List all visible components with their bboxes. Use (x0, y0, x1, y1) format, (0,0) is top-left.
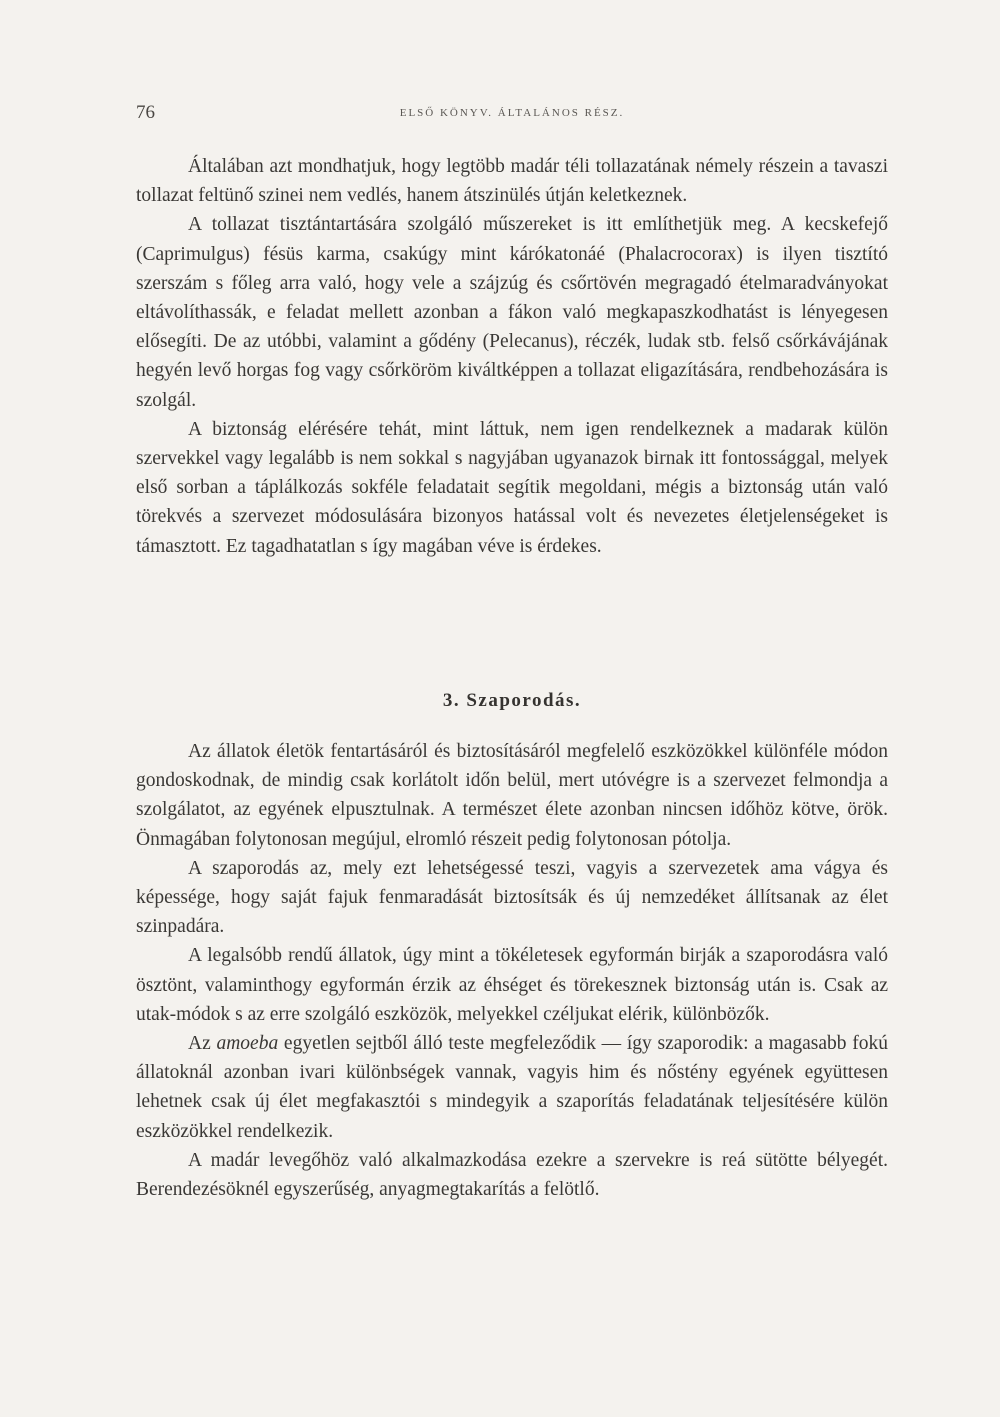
paragraph-amoeba (136, 1029, 888, 1146)
running-title: ELSŐ KÖNYV. ÁLTALÁNOS RÉSZ. (399, 107, 625, 119)
paragraph: A tollazat tisztántartására szolgáló műszereket is itt említhetjük meg. A kecskefejő (Caprimulgus) fésüs karma, csakúgy mint kárókatonáé (Phalacrocorax) is ilyen tisztító szerszám s főleg arra való, hogy vele a szájzúg és csőrtövén megragadó ételmaradványokat eltávolíthassák, e feladat mellett azonban a fákon való megkapaszkodhatást is lényegesen elősegíti. De az utóbbi, valamint a gődény (Pelecanus), réczék, ludak stb. felső csőrkávájának hegyén levő horgas fog vagy csőrköröm kiváltképpen a tollazat eligazítására, rendbehozására is szolgál. (136, 214, 888, 411)
running-head (136, 102, 888, 126)
paragraph: Általában azt mondhatjuk, hogy legtöbb madár téli tollazatának némely részein a tavaszi tollazat feltünő szinei nem vedlés, hanem átszinülés útján keletkeznek. (136, 156, 888, 207)
paragraph: Az állatok életök fentartásáról és biztosításáról megfelelő eszközökkel különféle módon gondoskodnak, de mindig csak korlátolt időn belül, mert utóvégre is a szervezet felmondja a szolgálatot, az egyének elpusztulnak. A természet élete azonban nincsen időhöz kötve, örök. Önmagában folytonosan megújul, elromló részeit pedig folytonosan pótolja. (136, 741, 888, 850)
paragraph: A biztonság elérésére tehát, mint láttuk, nem igen rendelkeznek a madarak külön szervekkel vagy legalább is nem sokkal s nagyjában ugyanazok birnak itt fontossággal, melyek első sorban a táplálkozás sokféle feladatait segítik megoldani, mégis a biztonság után való törekvés a szervezet módosulására bizonyos hatással volt és nevezetes életjelenségeket is támasztott. Ez tagadhatatlan s így magában véve is érdekes. (136, 418, 888, 557)
paragraph-text: egyetlen sejtből álló teste megfeleződik — így szaporodik: a magasabb fokú állatoknál azonban ivari különbségek vannak, vagyis him és nőstény egyének együttesen lehetnek csak új élet megfakasztói s mindegyik a szaporítás feladatának teljesítésére külön eszközökkel rendelkezik. (136, 1033, 889, 1142)
text-block-upper (136, 152, 888, 561)
paragraph-text: Az (188, 1033, 217, 1055)
page-number: 76 (136, 102, 155, 123)
paragraph: A madár levegőhöz való alkalmazkodása ezekre a szervekre is reá sütötte bélyegét. Berendezésöknél egyszerűség, anyagmegtakarítás a felötlő. (136, 1149, 888, 1201)
section-heading: 3. Szaporodás. (442, 690, 582, 711)
italic-term: amoeba (216, 1033, 279, 1055)
paragraph: A legalsóbb rendű állatok, úgy mint a tökéletesek egyformán birják a szaporodásra való ösztönt, valaminthogy egyformán érzik az éhséget és törekesznek biztonság után is. Csak az utak-módok s az erre szolgáló eszközök, melyekkel czéljukat elérik, különbözők. (136, 945, 888, 1025)
text-block-lower (136, 737, 888, 1204)
paragraph: A szaporodás az, mely ezt lehetségessé teszi, vagyis a szervezetek ama vágya és képessége, hogy saját fajuk fenmaradását biztosítsák és új nemzedéket állítsanak az élet szinpadára. (136, 857, 888, 938)
